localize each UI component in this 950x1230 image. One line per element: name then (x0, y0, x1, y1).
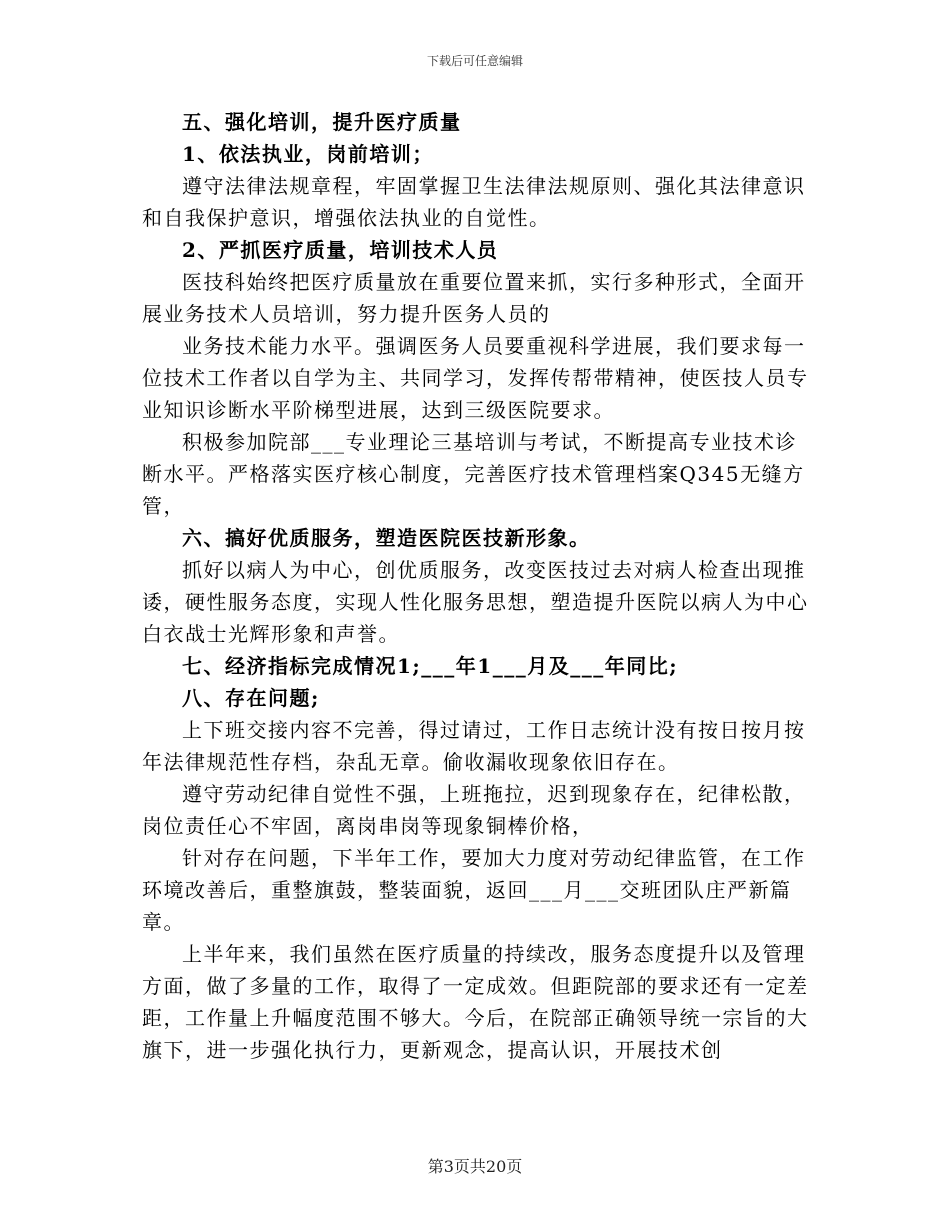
subsection-heading-1: 1、依法执业，岗前培训； (182, 142, 434, 166)
paragraph: 上下班交接内容不完善，得过请过，工作日志统计没有按日按月按年法律规范性存档，杂乱无章。偷收漏收现象依旧存在。 (142, 718, 806, 774)
paragraph: 积极参加院部___专业理论三基培训与考试，不断提高专业技术诊断水平。严格落实医疗核心制度，完善医疗技术管理档案Q345无缝方管， (142, 430, 805, 518)
paragraph: 上半年来，我们虽然在医疗质量的持续改，服务态度提升以及管理方面，做了多量的工作，取得了一定成效。但距院部的要求还有一定差距，工作量上升幅度范围不够大。今后，在院部正确领导统一宗旨的大旗下，进一步强化执行力，更新观念，提高认识，开展技术创 (142, 942, 809, 1062)
section-heading-6: 六、搞好优质服务，塑造医院医技新形象。 (182, 526, 591, 550)
section-heading-5: 五、强化培训，提升医疗质量 (182, 110, 462, 134)
paragraph: 遵守法律法规章程，牢固掌握卫生法律法规原则、强化其法律意识和自我保护意识，增强依法执业的自觉性。 (142, 174, 806, 230)
section-heading-7: 七、经济指标完成情况1;___年1___月及___年同比; (182, 654, 679, 678)
section-heading-8: 八、存在问题; (182, 686, 320, 710)
paragraph: 抓好以病人为中心，创优质服务，改变医技过去对病人检查出现推诿，硬性服务态度，实现人性化服务思想，塑造提升医院以病人为中心白衣战士光辉形象和声誉。 (142, 558, 809, 646)
page-footer: 第3页共20页 (427, 1157, 523, 1176)
paragraph: 遵守劳动纪律自觉性不强，上班拖拉，迟到现象存在，纪律松散，岗位责任心不牢固，离岗串岗等现象铜棒价格， (142, 782, 806, 838)
subsection-heading-2: 2、严抓医疗质量，培训技术人员 (182, 238, 499, 262)
paragraph: 医技科始终把医疗质量放在重要位置来抓，实行多种形式，全面开展业务技术人员培训，努力提升医务人员的 (142, 270, 806, 326)
paragraph: 针对存在问题，下半年工作，要加大力度对劳动纪律监管，在工作环境改善后，重整旗鼓，整装面貌，返回___月___交班团队庄严新篇章。 (142, 846, 806, 934)
paragraph: 业务技术能力水平。强调医务人员要重视科学进展，我们要求每一位技术工作者以自学为主、共同学习，发挥传帮带精神，使医技人员专业知识诊断水平阶梯型进展，达到三级医院要求。 (142, 334, 809, 422)
document-body (142, 106, 810, 1066)
page-header: 下载后可任意编辑 (426, 54, 523, 68)
